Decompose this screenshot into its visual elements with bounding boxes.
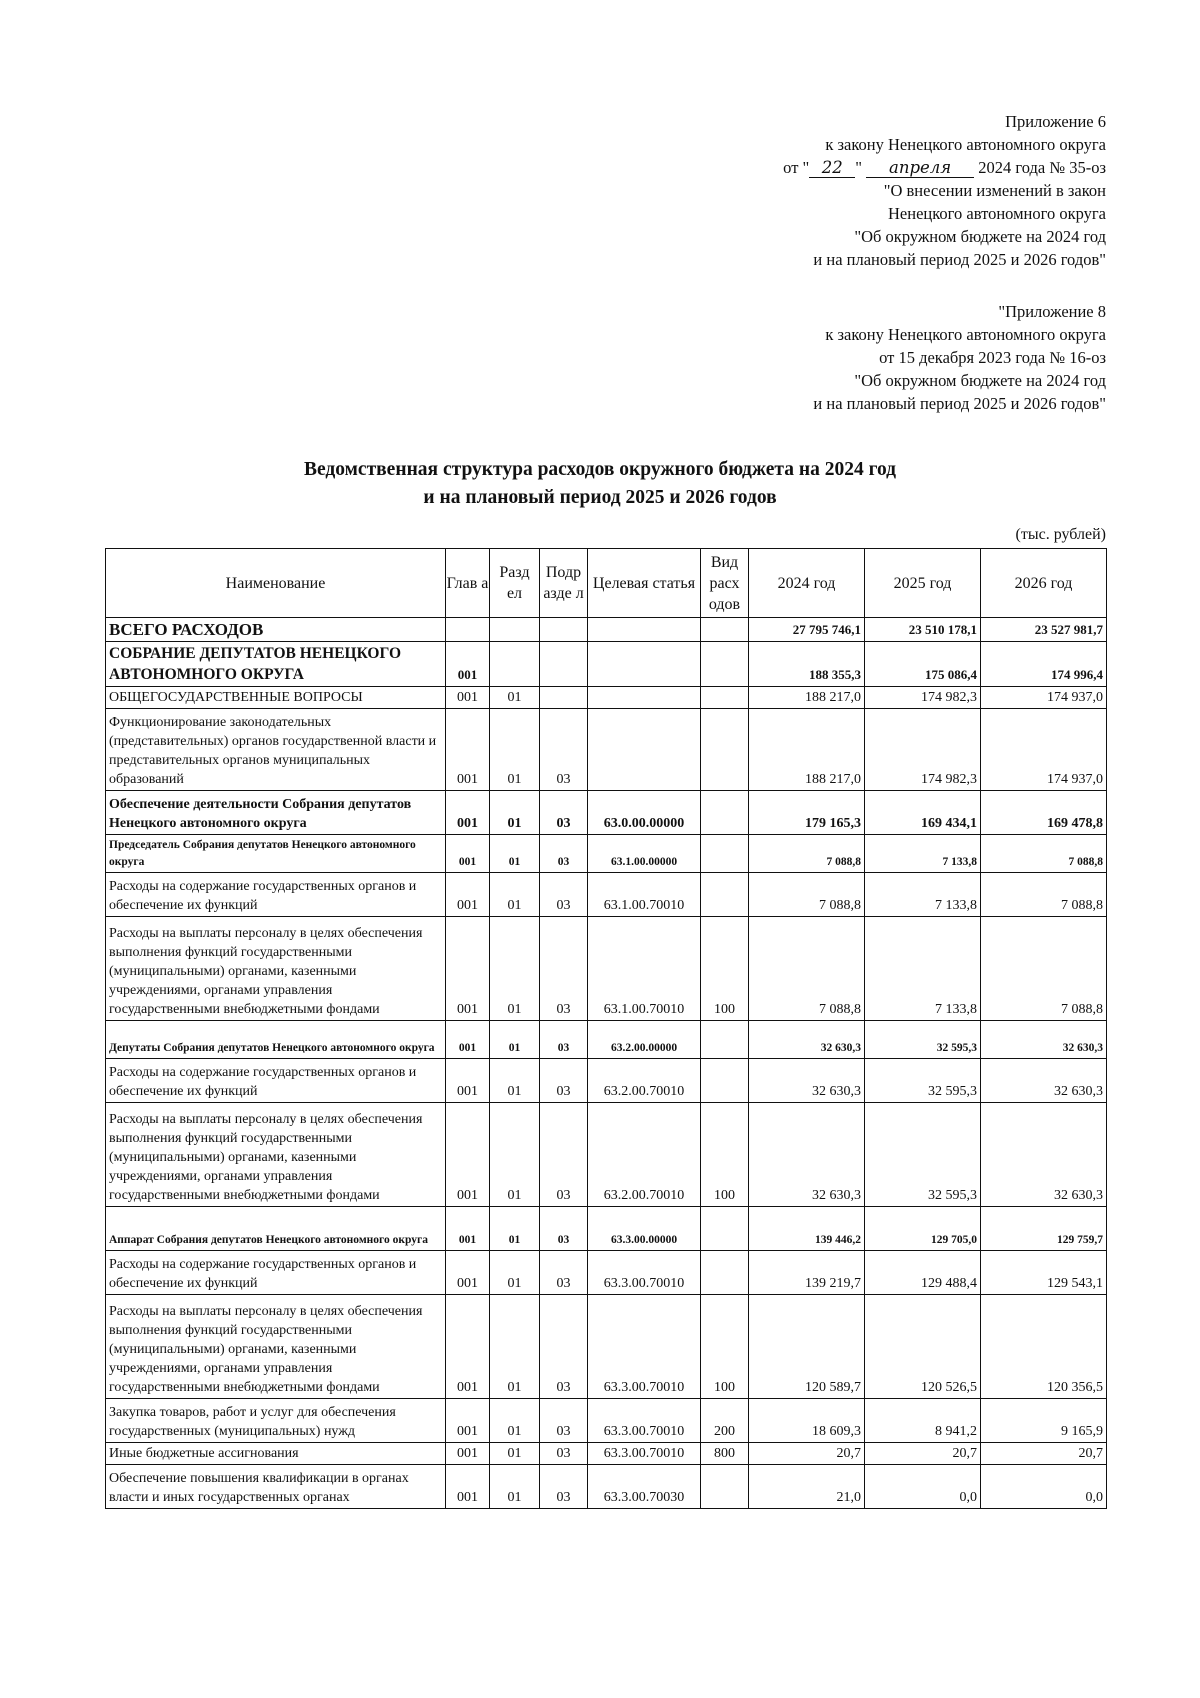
cell-podrazdel: 03 bbox=[540, 1465, 588, 1509]
cell-razdel: 01 bbox=[490, 1295, 540, 1399]
cell-y2025: 129 705,0 bbox=[865, 1207, 981, 1251]
cell-podrazdel: 03 bbox=[540, 917, 588, 1021]
cell-y2024: 20,7 bbox=[749, 1443, 865, 1465]
cell-vid: 800 bbox=[701, 1443, 749, 1465]
cell-razdel bbox=[490, 618, 540, 642]
header-glava: Глав а bbox=[446, 549, 490, 618]
cell-celevaya: 63.2.00.70010 bbox=[588, 1059, 701, 1103]
cell-y2025: 120 526,5 bbox=[865, 1295, 981, 1399]
cell-glava: 001 bbox=[446, 835, 490, 873]
appendix-8-line4: "Об окружном бюджете на 2024 год bbox=[854, 371, 1106, 390]
cell-vid: 100 bbox=[701, 917, 749, 1021]
table-row bbox=[106, 917, 1107, 1021]
cell-podrazdel: 03 bbox=[540, 1103, 588, 1207]
appendix-8-line5: и на плановый период 2025 и 2026 годов" bbox=[813, 394, 1106, 413]
cell-y2025: 7 133,8 bbox=[865, 835, 981, 873]
cell-vid bbox=[701, 1207, 749, 1251]
cell-razdel: 01 bbox=[490, 1251, 540, 1295]
cell-name: Расходы на содержание государственных органов и обеспечение их функций bbox=[106, 873, 446, 917]
table-row bbox=[106, 1021, 1107, 1059]
cell-podrazdel: 03 bbox=[540, 709, 588, 791]
cell-name: Председатель Собрания депутатов Ненецкого автономного округа bbox=[106, 835, 446, 873]
date-mid: " bbox=[855, 158, 863, 177]
cell-y2025: 23 510 178,1 bbox=[865, 618, 981, 642]
cell-y2024: 179 165,3 bbox=[749, 791, 865, 835]
cell-y2025: 174 982,3 bbox=[865, 709, 981, 791]
cell-celevaya: 63.3.00.00000 bbox=[588, 1207, 701, 1251]
header-name: Наименование bbox=[106, 549, 446, 618]
cell-vid: 100 bbox=[701, 1295, 749, 1399]
table-row bbox=[106, 618, 1107, 642]
cell-vid bbox=[701, 618, 749, 642]
cell-razdel: 01 bbox=[490, 917, 540, 1021]
appendix-8-header bbox=[813, 300, 1106, 415]
cell-podrazdel: 03 bbox=[540, 791, 588, 835]
cell-razdel: 01 bbox=[490, 835, 540, 873]
table-row bbox=[106, 1251, 1107, 1295]
cell-razdel bbox=[490, 642, 540, 687]
cell-glava: 001 bbox=[446, 1207, 490, 1251]
date-prefix: от " bbox=[783, 158, 810, 177]
cell-name: Депутаты Собрания депутатов Ненецкого автономного округа bbox=[106, 1021, 446, 1059]
cell-glava: 001 bbox=[446, 1465, 490, 1509]
cell-razdel: 01 bbox=[490, 1103, 540, 1207]
cell-vid bbox=[701, 709, 749, 791]
cell-y2024: 139 446,2 bbox=[749, 1207, 865, 1251]
table-row bbox=[106, 1207, 1107, 1251]
cell-glava: 001 bbox=[446, 873, 490, 917]
cell-razdel: 01 bbox=[490, 873, 540, 917]
cell-celevaya: 63.3.00.70010 bbox=[588, 1443, 701, 1465]
appendix-6-line2: к закону Ненецкого автономного округа bbox=[825, 135, 1106, 154]
appendix-6-line7: и на плановый период 2025 и 2026 годов" bbox=[813, 250, 1106, 269]
cell-y2024: 7 088,8 bbox=[749, 873, 865, 917]
cell-y2024: 188 217,0 bbox=[749, 709, 865, 791]
cell-razdel: 01 bbox=[490, 1443, 540, 1465]
header-2024: 2024 год bbox=[749, 549, 865, 618]
cell-name: Расходы на содержание государственных органов и обеспечение их функций bbox=[106, 1059, 446, 1103]
cell-y2025: 32 595,3 bbox=[865, 1103, 981, 1207]
cell-razdel: 01 bbox=[490, 791, 540, 835]
cell-name: Иные бюджетные ассигнования bbox=[106, 1443, 446, 1465]
document-title bbox=[150, 456, 1050, 512]
cell-name: ОБЩЕГОСУДАРСТВЕННЫЕ ВОПРОСЫ bbox=[106, 687, 446, 709]
cell-name: Расходы на выплаты персоналу в целях обеспечения выполнения функций государственными (муниципальными) органами, казенными учреждениями, органами управления государственными внебюджетными фондами bbox=[106, 1295, 446, 1399]
cell-podrazdel: 03 bbox=[540, 1251, 588, 1295]
date-suffix: 2024 года № 35-оз bbox=[978, 158, 1106, 177]
cell-y2025: 7 133,8 bbox=[865, 873, 981, 917]
cell-name: Закупка товаров, работ и услуг для обеспечения государственных (муниципальных) нужд bbox=[106, 1399, 446, 1443]
cell-celevaya: 63.0.00.00000 bbox=[588, 791, 701, 835]
cell-celevaya: 63.3.00.70030 bbox=[588, 1465, 701, 1509]
table-row bbox=[106, 1059, 1107, 1103]
cell-glava: 001 bbox=[446, 791, 490, 835]
cell-vid bbox=[701, 1059, 749, 1103]
cell-y2026: 7 088,8 bbox=[981, 835, 1107, 873]
cell-name: ВСЕГО РАСХОДОВ bbox=[106, 618, 446, 642]
appendix-6-line1: Приложение 6 bbox=[1005, 112, 1106, 131]
appendix-6-date-line bbox=[783, 156, 1106, 179]
cell-celevaya: 63.1.00.70010 bbox=[588, 917, 701, 1021]
header-razdel: Разд ел bbox=[490, 549, 540, 618]
cell-podrazdel bbox=[540, 642, 588, 687]
cell-y2024: 32 630,3 bbox=[749, 1103, 865, 1207]
header-celevaya: Целевая статья bbox=[588, 549, 701, 618]
cell-podrazdel bbox=[540, 618, 588, 642]
cell-vid bbox=[701, 791, 749, 835]
cell-y2025: 32 595,3 bbox=[865, 1059, 981, 1103]
cell-y2024: 21,0 bbox=[749, 1465, 865, 1509]
cell-razdel: 01 bbox=[490, 1207, 540, 1251]
cell-name: Расходы на содержание государственных органов и обеспечение их функций bbox=[106, 1251, 446, 1295]
handwritten-month: апреля bbox=[866, 159, 974, 178]
cell-glava: 001 bbox=[446, 687, 490, 709]
cell-y2025: 32 595,3 bbox=[865, 1021, 981, 1059]
appendix-6-line5: Ненецкого автономного округа bbox=[888, 204, 1106, 223]
cell-podrazdel: 03 bbox=[540, 1207, 588, 1251]
cell-celevaya bbox=[588, 642, 701, 687]
title-line2: и на плановый период 2025 и 2026 годов bbox=[423, 487, 777, 508]
cell-y2026: 32 630,3 bbox=[981, 1021, 1107, 1059]
table-row bbox=[106, 1103, 1107, 1207]
cell-y2025: 174 982,3 bbox=[865, 687, 981, 709]
cell-vid bbox=[701, 1021, 749, 1059]
cell-glava: 001 bbox=[446, 1059, 490, 1103]
cell-y2024: 32 630,3 bbox=[749, 1021, 865, 1059]
table-row bbox=[106, 687, 1107, 709]
table-row bbox=[106, 1399, 1107, 1443]
cell-name: Расходы на выплаты персоналу в целях обеспечения выполнения функций государственными (муниципальными) органами, казенными учреждениями, органами управления государственными внебюджетными фондами bbox=[106, 917, 446, 1021]
cell-y2026: 32 630,3 bbox=[981, 1103, 1107, 1207]
appendix-8-line2: к закону Ненецкого автономного округа bbox=[825, 325, 1106, 344]
handwritten-day: 22 bbox=[809, 159, 855, 178]
cell-vid bbox=[701, 687, 749, 709]
cell-razdel: 01 bbox=[490, 1059, 540, 1103]
cell-podrazdel: 03 bbox=[540, 1059, 588, 1103]
cell-name: СОБРАНИЕ ДЕПУТАТОВ НЕНЕЦКОГО АВТОНОМНОГО ОКРУГА bbox=[106, 642, 446, 687]
cell-glava: 001 bbox=[446, 1443, 490, 1465]
cell-celevaya: 63.1.00.70010 bbox=[588, 873, 701, 917]
cell-podrazdel bbox=[540, 687, 588, 709]
cell-y2024: 27 795 746,1 bbox=[749, 618, 865, 642]
cell-vid bbox=[701, 835, 749, 873]
cell-celevaya bbox=[588, 709, 701, 791]
cell-glava: 001 bbox=[446, 709, 490, 791]
cell-y2026: 174 937,0 bbox=[981, 687, 1107, 709]
cell-y2026: 129 543,1 bbox=[981, 1251, 1107, 1295]
cell-vid: 200 bbox=[701, 1399, 749, 1443]
cell-y2026: 174 937,0 bbox=[981, 709, 1107, 791]
cell-celevaya: 63.3.00.70010 bbox=[588, 1251, 701, 1295]
appendix-6-line4: "О внесении изменений в закон bbox=[883, 181, 1106, 200]
expenditure-table bbox=[105, 548, 1107, 1509]
cell-podrazdel: 03 bbox=[540, 1295, 588, 1399]
cell-y2024: 7 088,8 bbox=[749, 917, 865, 1021]
cell-glava: 001 bbox=[446, 1103, 490, 1207]
cell-name: Расходы на выплаты персоналу в целях обеспечения выполнения функций государственными (муниципальными) органами, казенными учреждениями, органами управления государственными внебюджетными фондами bbox=[106, 1103, 446, 1207]
table-row bbox=[106, 791, 1107, 835]
table-row bbox=[106, 642, 1107, 687]
cell-y2025: 129 488,4 bbox=[865, 1251, 981, 1295]
cell-y2024: 188 217,0 bbox=[749, 687, 865, 709]
table-row bbox=[106, 1295, 1107, 1399]
cell-y2026: 169 478,8 bbox=[981, 791, 1107, 835]
header-podrazdel: Подр азде л bbox=[540, 549, 588, 618]
appendix-8-line1: "Приложение 8 bbox=[998, 302, 1106, 321]
cell-name: Обеспечение деятельности Собрания депутатов Ненецкого автономного округа bbox=[106, 791, 446, 835]
cell-y2024: 188 355,3 bbox=[749, 642, 865, 687]
cell-glava bbox=[446, 618, 490, 642]
cell-celevaya bbox=[588, 618, 701, 642]
table-row bbox=[106, 1465, 1107, 1509]
cell-y2026: 174 996,4 bbox=[981, 642, 1107, 687]
units-label: (тыс. рублей) bbox=[1015, 526, 1106, 543]
table-row bbox=[106, 1443, 1107, 1465]
cell-razdel: 01 bbox=[490, 1399, 540, 1443]
cell-y2025: 20,7 bbox=[865, 1443, 981, 1465]
cell-vid bbox=[701, 1251, 749, 1295]
cell-celevaya: 63.3.00.70010 bbox=[588, 1399, 701, 1443]
cell-y2026: 120 356,5 bbox=[981, 1295, 1107, 1399]
cell-celevaya: 63.2.00.00000 bbox=[588, 1021, 701, 1059]
cell-razdel: 01 bbox=[490, 1465, 540, 1509]
cell-glava: 001 bbox=[446, 1295, 490, 1399]
appendix-6-header bbox=[783, 110, 1106, 271]
cell-glava: 001 bbox=[446, 917, 490, 1021]
cell-glava: 001 bbox=[446, 1251, 490, 1295]
cell-y2025: 169 434,1 bbox=[865, 791, 981, 835]
cell-y2026: 0,0 bbox=[981, 1465, 1107, 1509]
cell-podrazdel: 03 bbox=[540, 1399, 588, 1443]
title-line1: Ведомственная структура расходов окружного бюджета на 2024 год bbox=[303, 459, 897, 480]
cell-y2025: 7 133,8 bbox=[865, 917, 981, 1021]
cell-y2024: 120 589,7 bbox=[749, 1295, 865, 1399]
cell-y2025: 0,0 bbox=[865, 1465, 981, 1509]
cell-celevaya: 63.2.00.70010 bbox=[588, 1103, 701, 1207]
cell-vid bbox=[701, 642, 749, 687]
header-2025: 2025 год bbox=[865, 549, 981, 618]
cell-y2025: 175 086,4 bbox=[865, 642, 981, 687]
cell-y2024: 7 088,8 bbox=[749, 835, 865, 873]
header-vid: Вид расх одов bbox=[701, 549, 749, 618]
header-2026: 2026 год bbox=[981, 549, 1107, 618]
cell-y2026: 20,7 bbox=[981, 1443, 1107, 1465]
cell-y2025: 8 941,2 bbox=[865, 1399, 981, 1443]
table-header-row bbox=[106, 549, 1107, 618]
cell-y2026: 7 088,8 bbox=[981, 917, 1107, 1021]
cell-y2026: 23 527 981,7 bbox=[981, 618, 1107, 642]
cell-glava: 001 bbox=[446, 1399, 490, 1443]
cell-celevaya bbox=[588, 687, 701, 709]
cell-vid bbox=[701, 873, 749, 917]
table-row bbox=[106, 709, 1107, 791]
cell-celevaya: 63.3.00.70010 bbox=[588, 1295, 701, 1399]
cell-podrazdel: 03 bbox=[540, 873, 588, 917]
appendix-8-line3: от 15 декабря 2023 года № 16-оз bbox=[879, 348, 1106, 367]
cell-y2024: 139 219,7 bbox=[749, 1251, 865, 1295]
cell-podrazdel: 03 bbox=[540, 1443, 588, 1465]
cell-celevaya: 63.1.00.00000 bbox=[588, 835, 701, 873]
cell-name: Обеспечение повышения квалификации в органах власти и иных государственных органах bbox=[106, 1465, 446, 1509]
cell-podrazdel: 03 bbox=[540, 835, 588, 873]
cell-razdel: 01 bbox=[490, 687, 540, 709]
cell-podrazdel: 03 bbox=[540, 1021, 588, 1059]
cell-y2024: 32 630,3 bbox=[749, 1059, 865, 1103]
cell-vid bbox=[701, 1465, 749, 1509]
cell-razdel: 01 bbox=[490, 709, 540, 791]
cell-y2026: 32 630,3 bbox=[981, 1059, 1107, 1103]
cell-y2026: 9 165,9 bbox=[981, 1399, 1107, 1443]
cell-vid: 100 bbox=[701, 1103, 749, 1207]
cell-name: Функционирование законодательных (представительных) органов государственной власти и представительных органов муниципальных образований bbox=[106, 709, 446, 791]
cell-y2026: 129 759,7 bbox=[981, 1207, 1107, 1251]
cell-name: Аппарат Собрания депутатов Ненецкого автономного округа bbox=[106, 1207, 446, 1251]
appendix-6-line6: "Об окружном бюджете на 2024 год bbox=[854, 227, 1106, 246]
table-row bbox=[106, 873, 1107, 917]
cell-y2024: 18 609,3 bbox=[749, 1399, 865, 1443]
table-row bbox=[106, 835, 1107, 873]
cell-razdel: 01 bbox=[490, 1021, 540, 1059]
cell-glava: 001 bbox=[446, 1021, 490, 1059]
cell-glava: 001 bbox=[446, 642, 490, 687]
cell-y2026: 7 088,8 bbox=[981, 873, 1107, 917]
